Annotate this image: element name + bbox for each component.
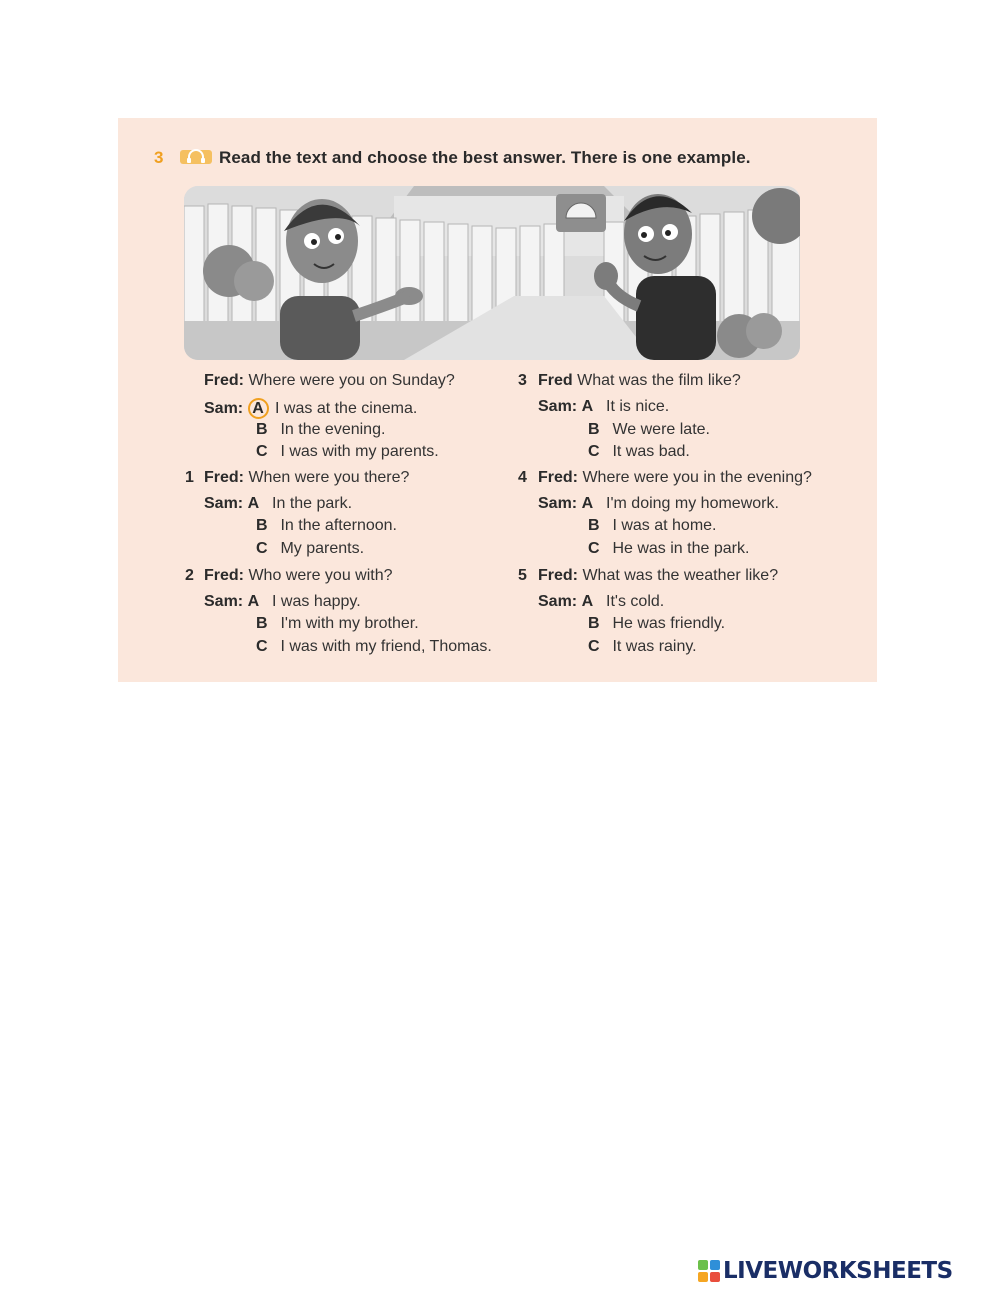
option-text: It was rainy.	[612, 638, 697, 655]
sam-label: Sam:	[204, 495, 244, 512]
illustration-two-boys	[184, 186, 800, 360]
question-text: Where were you on Sunday?	[248, 372, 455, 389]
question-text: What was the weather like?	[582, 567, 779, 584]
option-text: I was happy.	[272, 593, 361, 610]
option-A[interactable]: A	[581, 495, 594, 512]
option-C[interactable]: C	[588, 638, 600, 655]
circled-answer-A[interactable]: A	[248, 398, 269, 419]
fred-label: Fred:	[204, 372, 244, 389]
fred-label: Fred:	[538, 567, 578, 584]
fred-label: Fred:	[538, 469, 578, 486]
option-A[interactable]: A	[247, 593, 260, 610]
option-text: I was at the cinema.	[275, 400, 418, 417]
headphones-listen-icon	[180, 148, 212, 166]
sam-label: Sam:	[204, 593, 244, 610]
option-text: I was with my friend, Thomas.	[280, 638, 492, 655]
fred-label: Fred:	[204, 469, 244, 486]
option-B[interactable]: B	[256, 421, 268, 438]
option-text: I'm with my brother.	[280, 615, 419, 632]
exercise-number: 3	[154, 148, 164, 167]
liveworksheets-logo	[698, 1256, 953, 1286]
option-A[interactable]: A	[247, 495, 260, 512]
logo-text: LIVEWORKSHEETS	[723, 1258, 953, 1284]
sam-label: Sam:	[538, 398, 578, 415]
option-text: It's cold.	[606, 593, 665, 610]
fred-label: Fred:	[204, 567, 244, 584]
liveworksheets-logo-mark	[698, 1260, 720, 1282]
option-text: It is nice.	[606, 398, 670, 415]
option-text: He was friendly.	[612, 615, 726, 632]
option-text: I was with my parents.	[280, 443, 439, 460]
option-text: In the afternoon.	[280, 517, 397, 534]
option-B[interactable]: B	[256, 517, 268, 534]
fred-label: Fred	[538, 372, 573, 389]
option-B[interactable]: B	[588, 421, 600, 438]
option-C[interactable]: C	[256, 638, 268, 655]
question-text: What was the film like?	[577, 372, 741, 389]
sam-label: Sam:	[538, 593, 578, 610]
question-text: Who were you with?	[248, 567, 393, 584]
option-text: It was bad.	[612, 443, 690, 460]
option-text: In the evening.	[280, 421, 386, 438]
option-A[interactable]: A	[581, 398, 594, 415]
question-number: 4	[518, 469, 527, 486]
question-number: 1	[185, 469, 194, 486]
option-text: He was in the park.	[612, 540, 750, 557]
option-B[interactable]: B	[588, 615, 600, 632]
option-text: My parents.	[280, 540, 365, 557]
option-C[interactable]: C	[256, 540, 268, 557]
option-B[interactable]: B	[588, 517, 600, 534]
sam-label: Sam:	[204, 400, 244, 417]
boys-talking-picture	[184, 186, 800, 360]
question-text: When were you there?	[248, 469, 410, 486]
option-text: We were late.	[612, 421, 710, 438]
question-number: 2	[185, 567, 194, 584]
question-number: 3	[518, 372, 527, 389]
instruction-text: Read the text and choose the best answer. There is one example.	[219, 148, 751, 167]
option-C[interactable]: C	[588, 540, 600, 557]
sam-label: Sam:	[538, 495, 578, 512]
option-text: I'm doing my homework.	[606, 495, 779, 512]
option-C[interactable]: C	[256, 443, 268, 460]
option-text: I was at home.	[612, 517, 717, 534]
option-C[interactable]: C	[588, 443, 600, 460]
question-number: 5	[518, 567, 527, 584]
option-text: In the park.	[272, 495, 353, 512]
option-A[interactable]: A	[581, 593, 594, 610]
option-B[interactable]: B	[256, 615, 268, 632]
question-text: Where were you in the evening?	[582, 469, 812, 486]
